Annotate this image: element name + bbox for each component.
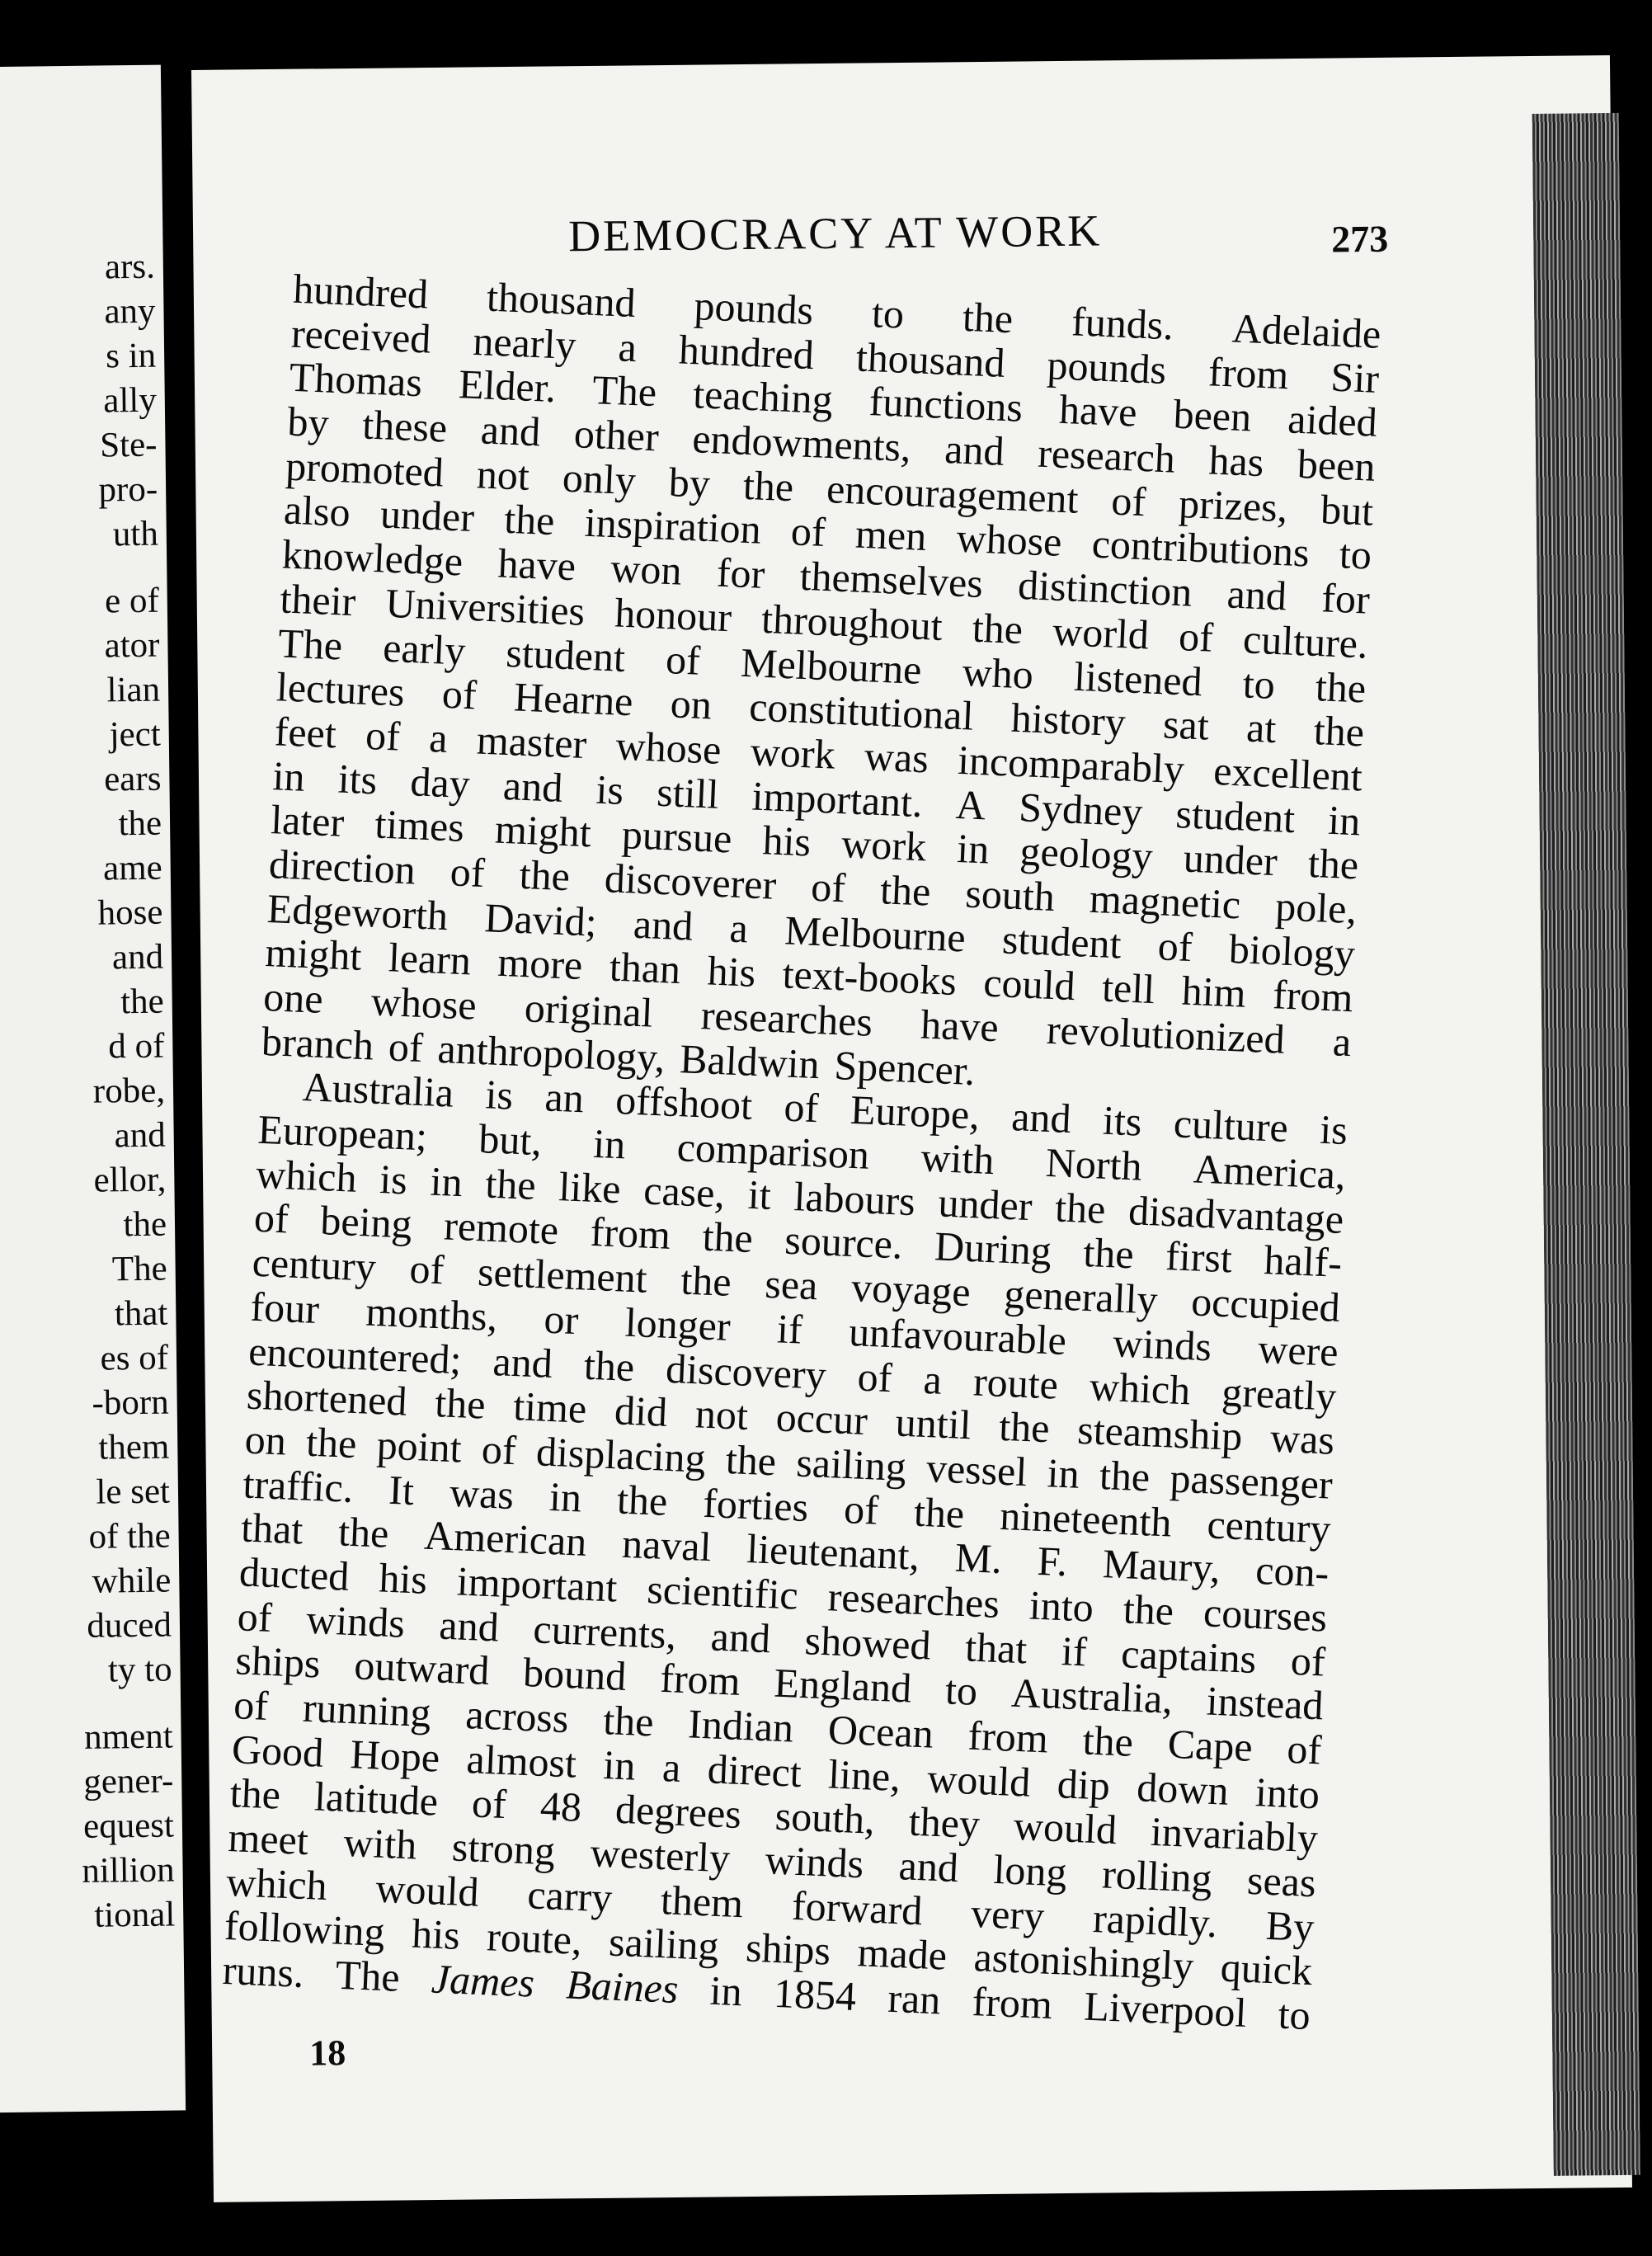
text-line: one whose original researches have revolutionized a [262,973,1353,1066]
text-line: lectures of Hearne on constitutional history sat at the [275,663,1366,756]
left-page-line: of the [88,1516,171,1557]
text-line: The early student of Melbourne who listened to the [277,619,1367,712]
text-line: century of settlement the sea voyage generally occupied [251,1238,1341,1331]
text-line: ducted his important scientific researches into the courses [238,1548,1329,1641]
text-line: by these and other endowments, and research has been [286,398,1377,490]
left-page-line: le set [96,1472,171,1512]
left-page-line: robe, [92,1071,166,1111]
left-page-line: ator [104,625,160,666]
left-page-text [62,245,175,1938]
left-page-line: d of [108,1026,165,1067]
left-page-line: equest [82,1806,175,1846]
text-line: promoted not only by the encouragement of prizes, but [285,442,1375,535]
left-page-line: while [92,1561,172,1601]
text-line: hundred thousand pounds to the funds. Adelaide [292,265,1382,357]
text-line: which is in the like case, it labours under the disadvantage [255,1150,1345,1242]
left-page-line: any [104,291,156,332]
left-page-line: gener- [83,1761,174,1802]
page-edges [1532,113,1640,2176]
text-line: which would carry them forward very rapidly. By [225,1858,1315,1950]
left-page [0,65,186,2113]
left-page-line: The [111,1249,167,1289]
left-page-line: ty to [107,1650,172,1690]
text-line: encountered; and the discovery of a route which greatly [247,1327,1338,1420]
left-page-line: -born [92,1382,169,1423]
left-page-line: hose [97,893,163,933]
text-line: their Universities honour throughout the world of culture. [279,575,1369,667]
text-line: runs. The James Baines in 1854 ran from Liverpool to [221,1947,1311,2039]
text-line: four months, or longer if unfavourable winds were [249,1283,1339,1375]
left-page-line: and [111,937,164,977]
text-line: the latitude of 48 degrees south, they would invariably [228,1769,1319,1862]
left-page-line [66,557,159,580]
left-page-line: Ste- [99,425,158,465]
left-page-line: ears [103,759,162,799]
signature-mark: 18 [308,2032,346,2074]
text-line: also under the inspiration of men whose contributions to [283,486,1373,579]
left-page-line: the [120,982,165,1022]
left-page-line: tional [94,1895,176,1935]
page-number: 273 [1330,217,1389,261]
left-page-line: ars. [104,247,156,287]
left-page-line: ject [109,714,162,755]
left-page-line: them [98,1427,170,1467]
text-line: knowledge have won for themselves distinction and for [280,530,1371,623]
text-line: on the point of displacing the sailing vessel in the passenger [243,1415,1334,1508]
text-line: received nearly a hundred thousand pounds from Sir [289,309,1381,402]
text-line: of running across the Indian Ocean from the Cape of [233,1681,1323,1773]
left-page-line: ally [103,380,158,421]
text-line: following his route, sailing ships made astonishingly quick [224,1902,1314,1995]
left-page-line: nillion [82,1850,175,1891]
left-page-line: nment [83,1717,173,1757]
text-line: Australia is an offshoot of Europe, and its culture is [301,1063,1348,1154]
text-line: European; but, in comparison with North America, [257,1105,1347,1199]
left-page-line: uth [112,514,159,554]
left-page-line: ellor, [93,1160,167,1200]
left-page-line: es of [100,1338,169,1378]
text-line: later times might pursue his work in geology under the [270,796,1360,888]
text-line: direction of the discoverer of the south magnetic pole, [268,841,1358,933]
text-line: might learn more than his text-books could tell him from [264,929,1354,1021]
text-line: in its day and is still important. A Sydney student in [271,751,1362,844]
left-page-line: the [123,1204,167,1245]
text-line: ships outward bound from England to Australia, instead [234,1637,1325,1729]
left-page-line: and [114,1115,166,1156]
text-line: Edgeworth David; and a Melbourne student of biology [266,884,1356,977]
left-page-line: that [114,1293,168,1334]
running-title: DEMOCRACY AT WORK [567,205,1103,261]
left-page-line: duced [86,1605,172,1646]
text-line: of winds and currents, and showed that if captains of [236,1592,1326,1685]
left-page-line: the [118,803,162,844]
text-line: traffic. It was in the forties of the nineteenth century [242,1460,1332,1552]
text-line: Good Hope almost in a direct line, would dip down into [231,1725,1321,1818]
left-page-line [80,1693,173,1716]
left-page-line: pro- [98,469,158,510]
right-page [191,55,1632,2202]
page-header [193,202,1389,261]
body-text [222,267,1382,2038]
left-page-line: s in [105,336,157,376]
text-line: that the American naval lieutenant, M. F. Maury, con- [240,1504,1330,1596]
text-line: of being remote from the source. During the first half- [253,1194,1344,1287]
left-page-line: ame [102,848,163,888]
text-line: branch of anthropology, Baldwin Spencer. [261,1017,977,1094]
left-page-line: lian [106,670,161,710]
text-line: Thomas Elder. The teaching functions have been aided [288,353,1378,446]
text-line: meet with strong westerly winds and long rolling seas [227,1814,1317,1906]
text-line: feet of a master whose work was incomparably excellent [273,708,1363,800]
text-line: shortened the time did not occur until the steamship was [246,1371,1336,1463]
left-page-line: e of [104,581,160,621]
